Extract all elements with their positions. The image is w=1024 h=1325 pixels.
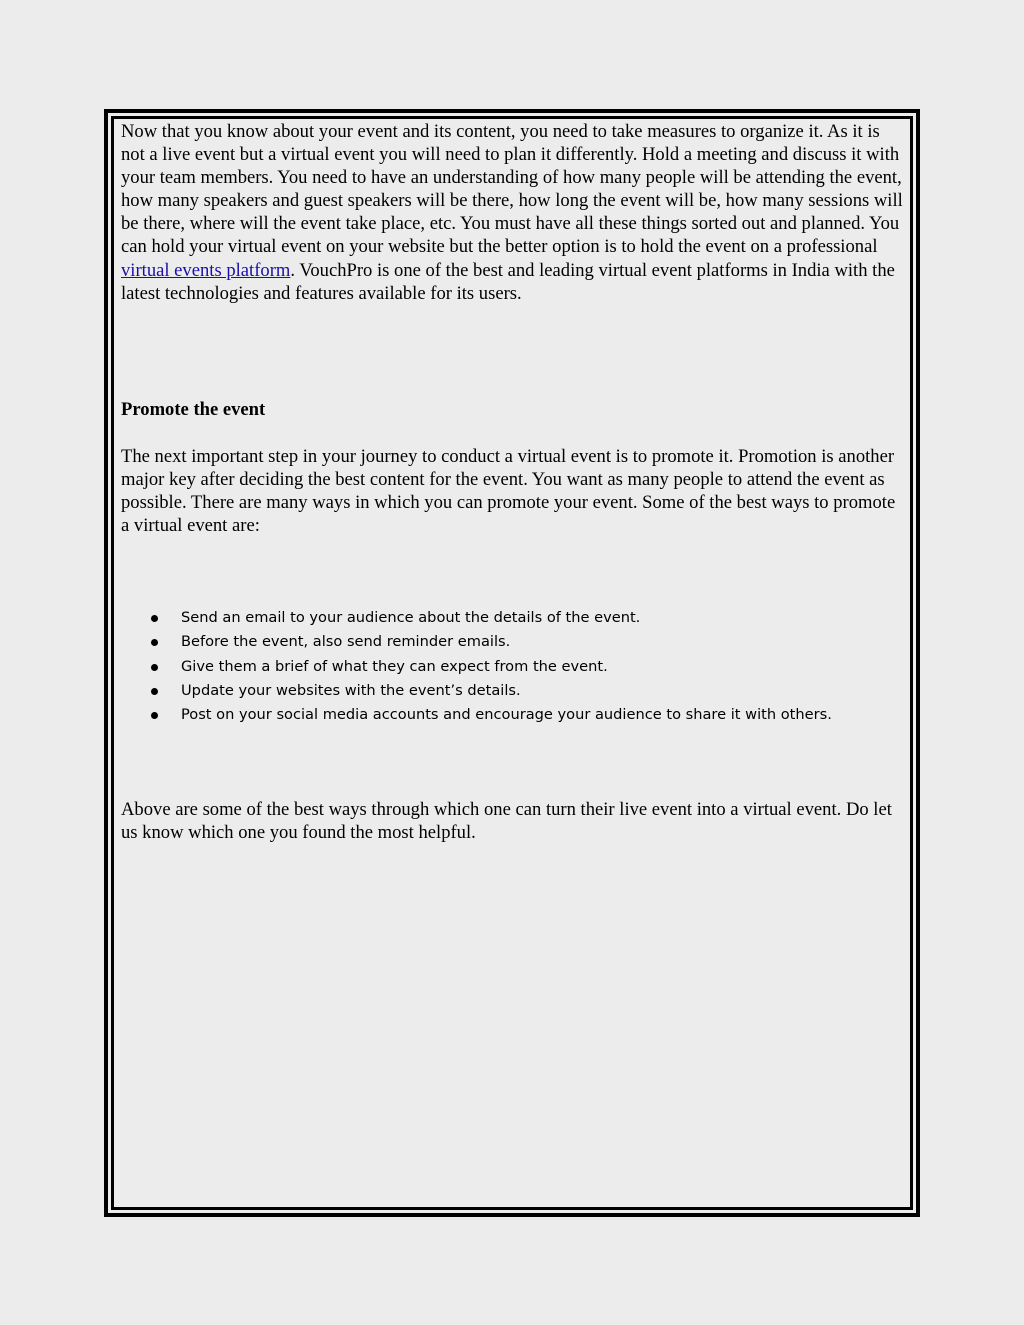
section-heading: Promote the event — [121, 399, 266, 420]
promote-paragraph: The next important step in your journey to conduct a virtual event is to promote it. Promotion is another major key after deciding the best content for the event. You want as many people to attend the event as possible. There are many ways in which you can promote your event. Some of the best ways to promote a virtual event are: — [121, 446, 896, 537]
list-item-text: Send an email to your audience about the details of the event. — [181, 609, 641, 626]
virtual-events-platform-link[interactable]: virtual events platform — [121, 259, 291, 281]
list-item-text: Post on your social media accounts and encourage your audience to share it with others. — [181, 706, 832, 724]
list-item-text: Give them a brief of what they can expect from the event. — [181, 657, 608, 675]
list-item — [121, 655, 832, 679]
bullet-icon — [151, 615, 158, 622]
bullet-icon — [151, 639, 158, 646]
closing-paragraph: Above are some of the best ways through which one can turn their live event into a virtual event. Do let us know which one you found the most helpful. — [121, 799, 892, 844]
promotion-bullet-list — [121, 606, 832, 727]
list-item — [121, 679, 832, 703]
intro-text-after-link: . VouchPro is one of the best and leading virtual event platforms in India with the latest technologies and features available for its users. — [121, 259, 895, 304]
bullet-icon — [151, 712, 158, 719]
list-item — [121, 630, 832, 654]
intro-paragraph — [121, 120, 907, 305]
intro-text-before-link: Now that you know about your event and its content, you need to take measures to organize it. As it is not a live event but a virtual event you will need to plan it differently. Hold a meeting and discuss it with your team members. You need to have an understanding of how many people will be attending the event, how many speakers and guest speakers will be there, how long the event will be, how many sessions will be there, where will the event take place, etc. You must have all these things sorted out and planned. You can hold your virtual event on your website but the better option is to hold the event on a professional — [121, 121, 903, 258]
list-item-text: Update your websites with the event’s details. — [181, 681, 521, 699]
bullet-icon — [151, 688, 158, 695]
bullet-icon — [151, 664, 158, 671]
list-item — [121, 606, 832, 630]
list-item — [121, 703, 832, 727]
list-item-text: Before the event, also send reminder emails. — [181, 633, 511, 651]
intro-section — [121, 120, 907, 305]
